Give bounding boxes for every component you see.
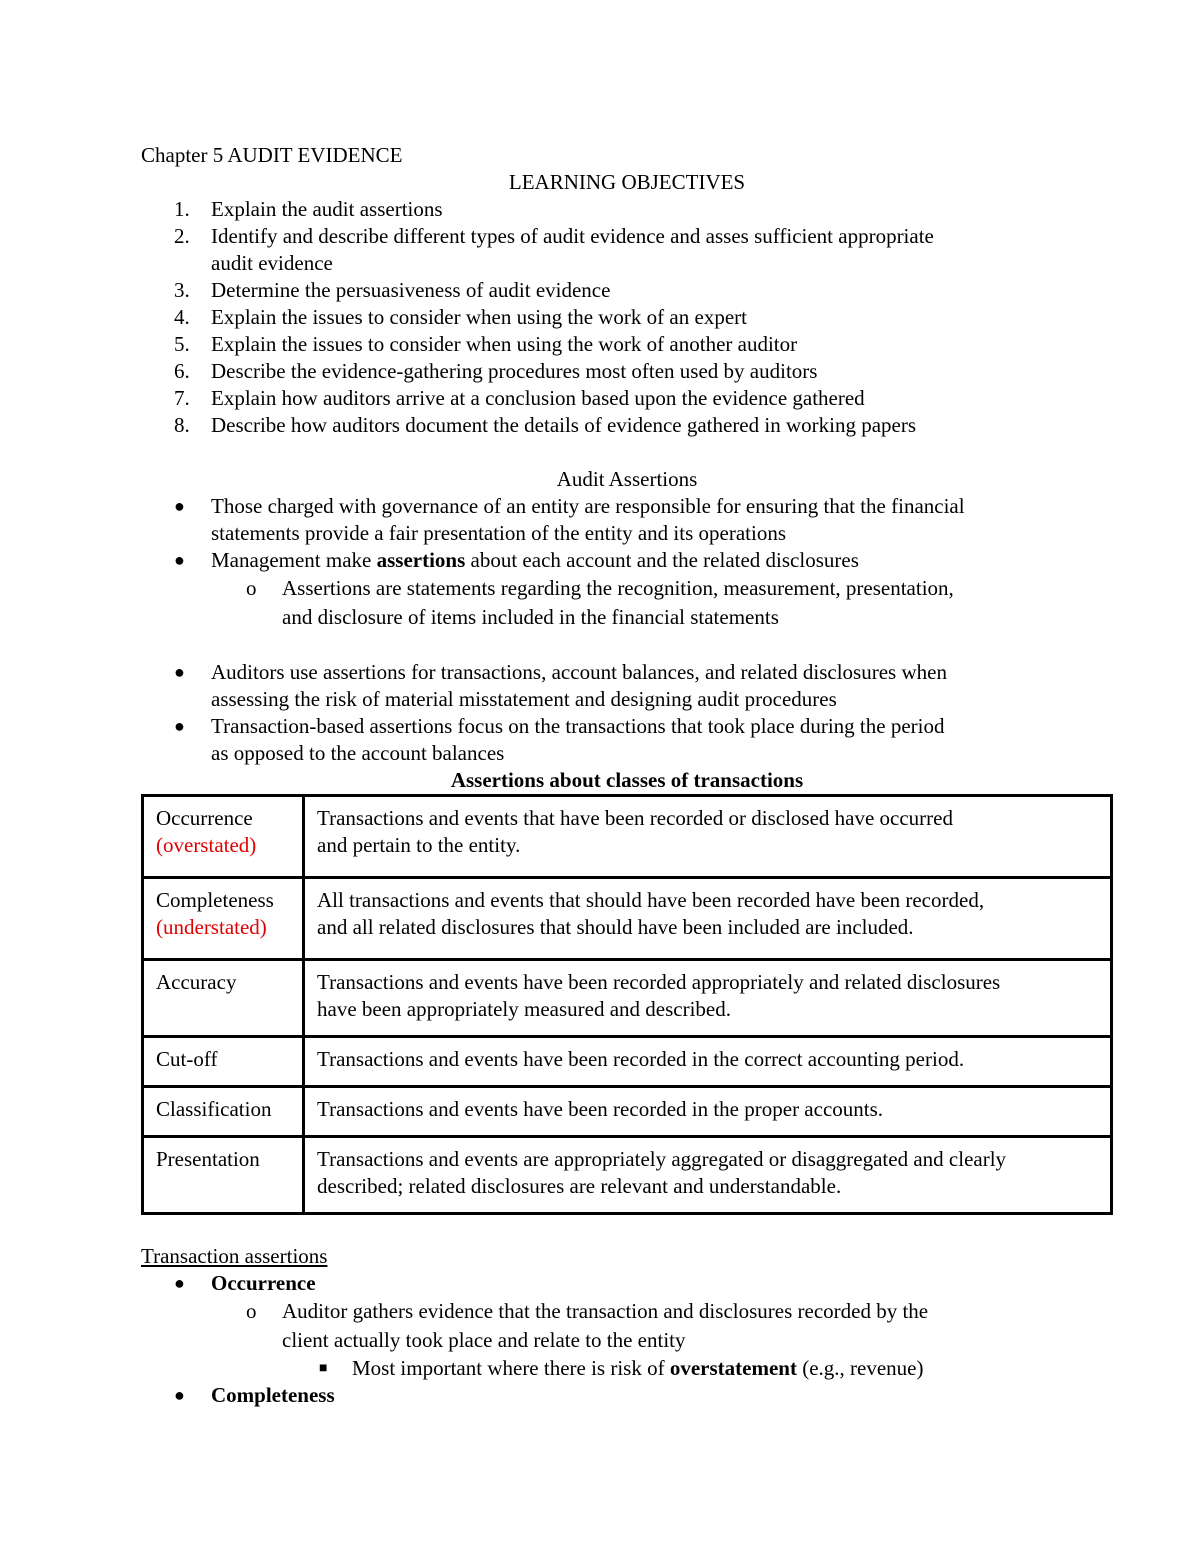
bullet-item: ● Completeness: [174, 1383, 335, 1407]
description-cell: Transactions and events have been recorded appropriately and related disclosures have been appropriately measured and described.: [304, 960, 1112, 1037]
assertions-bullets: [141, 493, 1113, 632]
term-cell: Cut-off: [143, 1037, 304, 1087]
list-item: 2. Identify and describe different types of audit evidence and asses sufficient appropriate audit evidence: [174, 224, 934, 275]
transaction-assertions-heading: Transaction assertions: [141, 1244, 328, 1268]
bullet-icon: ●: [174, 1273, 185, 1293]
circle-bullet-icon: o: [246, 576, 257, 600]
sub-sub-bullet-item: ■ Most important where there is risk of overstatement (e.g., revenue): [319, 1356, 924, 1380]
list-item: 6. Describe the evidence-gathering procedures most often used by auditors: [174, 359, 818, 383]
objectives-list: [141, 196, 1113, 439]
table-row: [143, 878, 1112, 960]
sub-bullet-item: o Assertions are statements regarding the recognition, measurement, presentation, and disclosure of items included in the financial statements: [246, 576, 954, 629]
bullet-item: ● Those charged with governance of an entity are responsible for ensuring that the financial statements provide a fair presentation of the entity and its operations: [174, 494, 965, 545]
note-label: (overstated): [156, 833, 257, 857]
list-item: 4. Explain the issues to consider when using the work of an expert: [174, 305, 747, 329]
bullet-icon: ●: [174, 662, 185, 682]
bullet-icon: ●: [174, 716, 185, 736]
table-row: [143, 1037, 1112, 1087]
description-cell: Transactions and events are appropriately aggregated or disaggregated and clearly described; related disclosures are relevant and understandable.: [304, 1137, 1112, 1214]
bullet-item: ● Management make assertions about each account and the related disclosures o Assertions are statements regarding the recognition, measurement, presentation, and disclosure of items included in the financial statements: [141, 547, 1113, 632]
chapter-title: Chapter 5 AUDIT EVIDENCE: [141, 143, 403, 167]
list-item: 3. Determine the persuasiveness of audit evidence: [174, 278, 611, 302]
assertions-bullets-2: [141, 659, 1113, 767]
bullet-icon: ●: [174, 496, 185, 516]
description-cell: Transactions and events have been recorded in the correct accounting period.: [304, 1037, 1112, 1087]
list-item: 7. Explain how auditors arrive at a conclusion based upon the evidence gathered: [174, 386, 865, 410]
bullet-icon: ●: [174, 1385, 185, 1405]
sub-bullet-item: o Auditor gathers evidence that the transaction and disclosures recorded by the client actually took place and relate to the entity: [246, 1299, 929, 1352]
table-row: [143, 1137, 1112, 1214]
list-item: 1. Explain the audit assertions: [174, 197, 443, 221]
document-page: [141, 142, 1113, 1409]
bullet-item: ● Auditors use assertions for transactions, account balances, and related disclosures when assessing the risk of material misstatement and designing audit procedures: [174, 660, 947, 711]
bullet-item: ● Occurrence o Auditor gathers evidence that the transaction and disclosures recorded by the client actually took place and relate to the entity ■ Most important where there is risk of overstatement (e.g., revenue): [141, 1270, 1113, 1382]
transaction-bullets: [141, 1270, 1113, 1409]
table-row: [143, 960, 1112, 1037]
table-title: Assertions about classes of transactions: [450, 768, 804, 792]
square-bullet-icon: ■: [319, 1361, 328, 1376]
bullet-icon: ●: [174, 550, 185, 570]
description-cell: Transactions and events have been recorded in the proper accounts.: [304, 1087, 1112, 1137]
list-item: 8. Describe how auditors document the details of evidence gathered in working papers: [174, 413, 917, 437]
assertions-heading: Audit Assertions: [556, 467, 698, 491]
description-cell: All transactions and events that should have been recorded have been recorded, and all related disclosures that should have been included are included.: [304, 878, 1112, 960]
list-item: 5. Explain the issues to consider when using the work of another auditor: [174, 332, 798, 356]
note-label: (understated): [156, 915, 267, 939]
assertions-table: [141, 794, 1113, 1215]
term-cell: Completeness (understated): [143, 878, 304, 960]
description-cell: Transactions and events that have been recorded or disclosed have occurred and pertain to the entity.: [304, 796, 1112, 878]
bullet-item: ● Transaction-based assertions focus on the transactions that took place during the period as opposed to the account balances: [174, 714, 945, 765]
term-cell: Occurrence (overstated): [143, 796, 304, 878]
table-row: [143, 1087, 1112, 1137]
term-cell: Classification: [143, 1087, 304, 1137]
term-cell: Accuracy: [143, 960, 304, 1037]
table-row: [143, 796, 1112, 878]
term-cell: Presentation: [143, 1137, 304, 1214]
circle-bullet-icon: o: [246, 1299, 257, 1323]
objectives-heading: LEARNING OBJECTIVES: [508, 170, 746, 194]
